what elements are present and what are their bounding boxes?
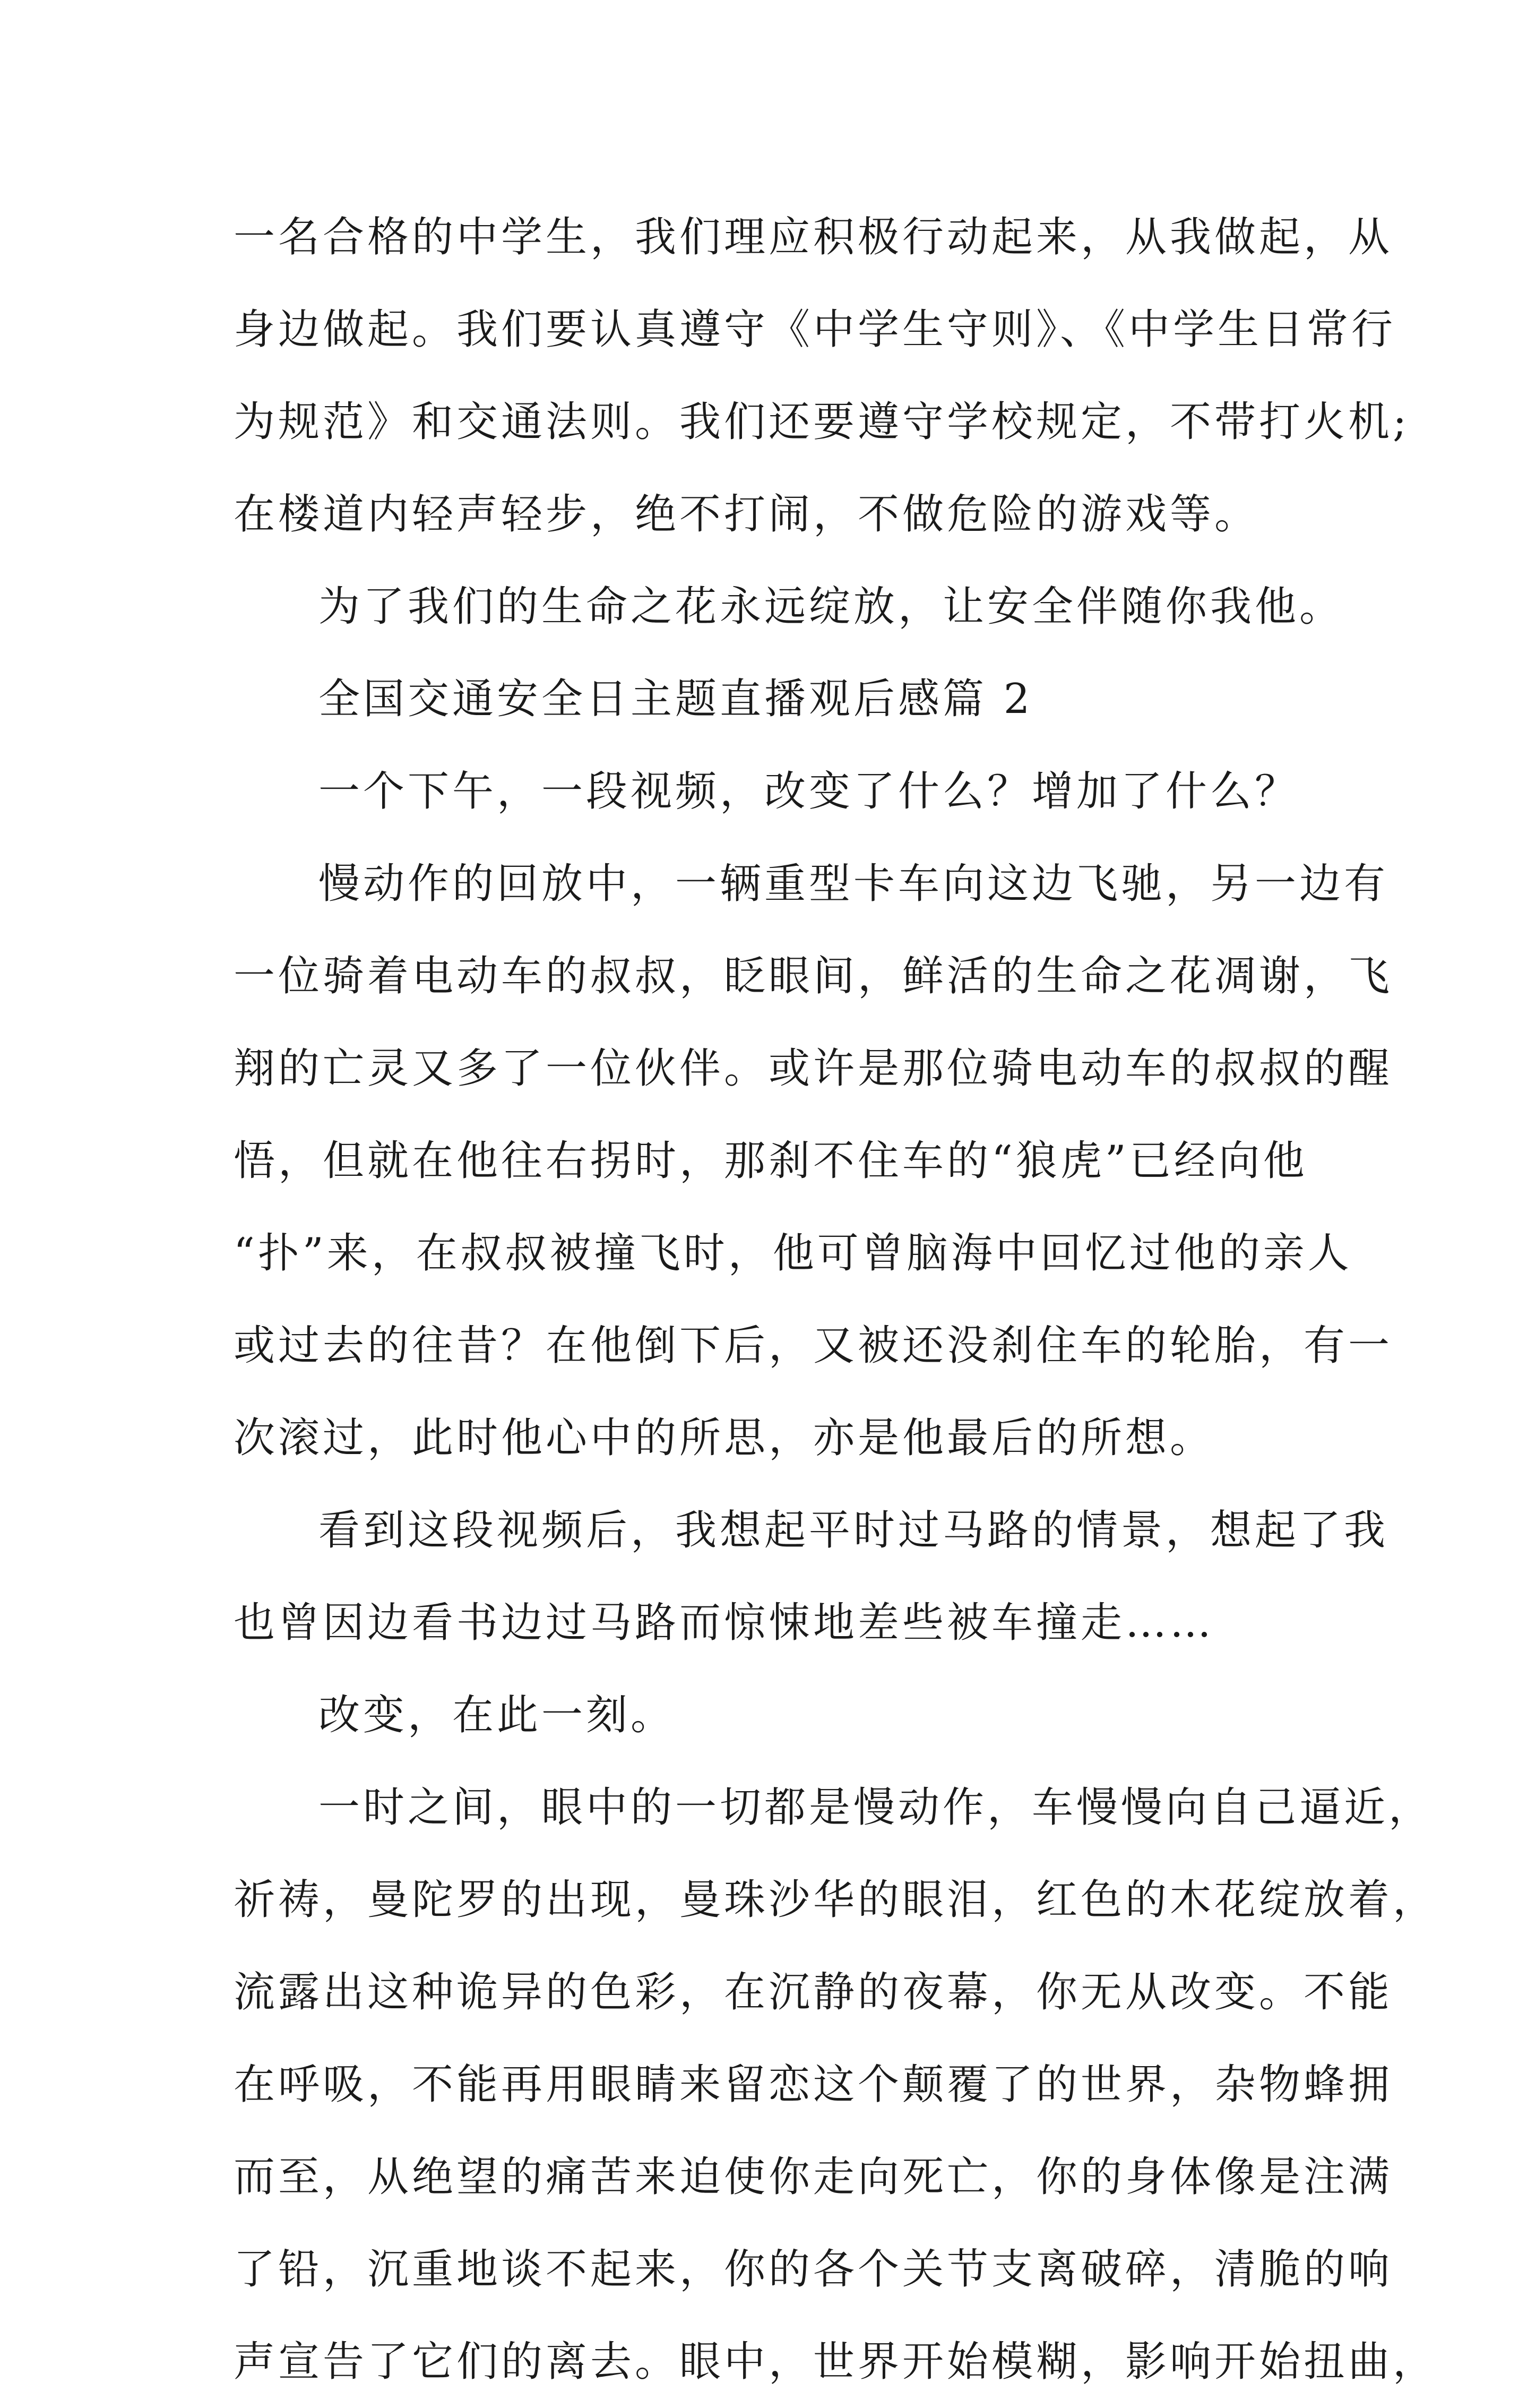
text-line: 全国交通安全日主题直播观后感篇 2 — [318, 675, 1033, 723]
text-line: 祈祷，曼陀罗的出现，曼珠沙华的眼泪，红色的木花绽放着， — [234, 1876, 1438, 1924]
text-line: 也曾因边看书边过马路而惊悚地差些被车撞走…… — [234, 1599, 1215, 1647]
text-line: 翔的亡灵又多了一位伙伴。或许是那位骑电动车的叔叔的醒 — [234, 1045, 1393, 1093]
text-line: 身边做起。我们要认真遵守《中学生守则》、《中学生日常行 — [234, 306, 1396, 354]
text-line: 在楼道内轻声轻步，绝不打闹，不做危险的游戏等。 — [234, 491, 1259, 538]
text-line: 为了我们的生命之花永远绽放，让安全伴随你我他。 — [318, 583, 1344, 631]
text-line: 流露出这种诡异的色彩，在沉静的夜幕，你无从改变。不能 — [234, 1968, 1393, 2016]
text-line: 悟，但就在他往右拐时，那刹不住车的“狼虎”已经向他 — [234, 1137, 1308, 1185]
text-line: 在呼吸，不能再用眼睛来留恋这个颠覆了的世界，杂物蜂拥 — [234, 2061, 1393, 2109]
text-line: 一名合格的中学生，我们理应积极行动起来，从我做起，从 — [234, 213, 1393, 261]
text-line: 看到这段视频后，我想起平时过马路的情景，想起了我 — [318, 1507, 1389, 1554]
text-line: “扑”来，在叔叔被撞飞时，他可曾脑海中回忆过他的亲人 — [234, 1229, 1352, 1277]
text-line: 了铅，沉重地谈不起来，你的各个关节支离破碎，清脆的响 — [234, 2246, 1393, 2293]
text-line: 一个下午，一段视频，改变了什么？增加了什么？ — [318, 768, 1300, 815]
text-line: 而至，从绝望的痛苦来迫使你走向死亡，你的身体像是注满 — [234, 2153, 1393, 2201]
text-line: 一时之间，眼中的一切都是慢动作，车慢慢向自己逼近， — [318, 1784, 1434, 1831]
document-body — [234, 191, 1438, 2408]
text-line: 改变，在此一刻。 — [318, 1691, 676, 1739]
text-line: 为规范》和交通法则。我们还要遵守学校规定，不带打火机; — [234, 398, 1410, 446]
text-line: 声宣告了它们的离去。眼中，世界开始模糊，影响开始扭曲， — [234, 2338, 1438, 2386]
text-line: 慢动作的回放中，一辆重型卡车向这边飞驰，另一边有 — [318, 860, 1389, 908]
text-line: 次滚过，此时他心中的所思，亦是他最后的所想。 — [234, 1414, 1215, 1462]
text-line: 一位骑着电动车的叔叔，眨眼间，鲜活的生命之花凋谢，飞 — [234, 952, 1393, 1000]
text-line: 或过去的往昔？在他倒下后，又被还没刹住车的轮胎，有一 — [234, 1322, 1393, 1370]
